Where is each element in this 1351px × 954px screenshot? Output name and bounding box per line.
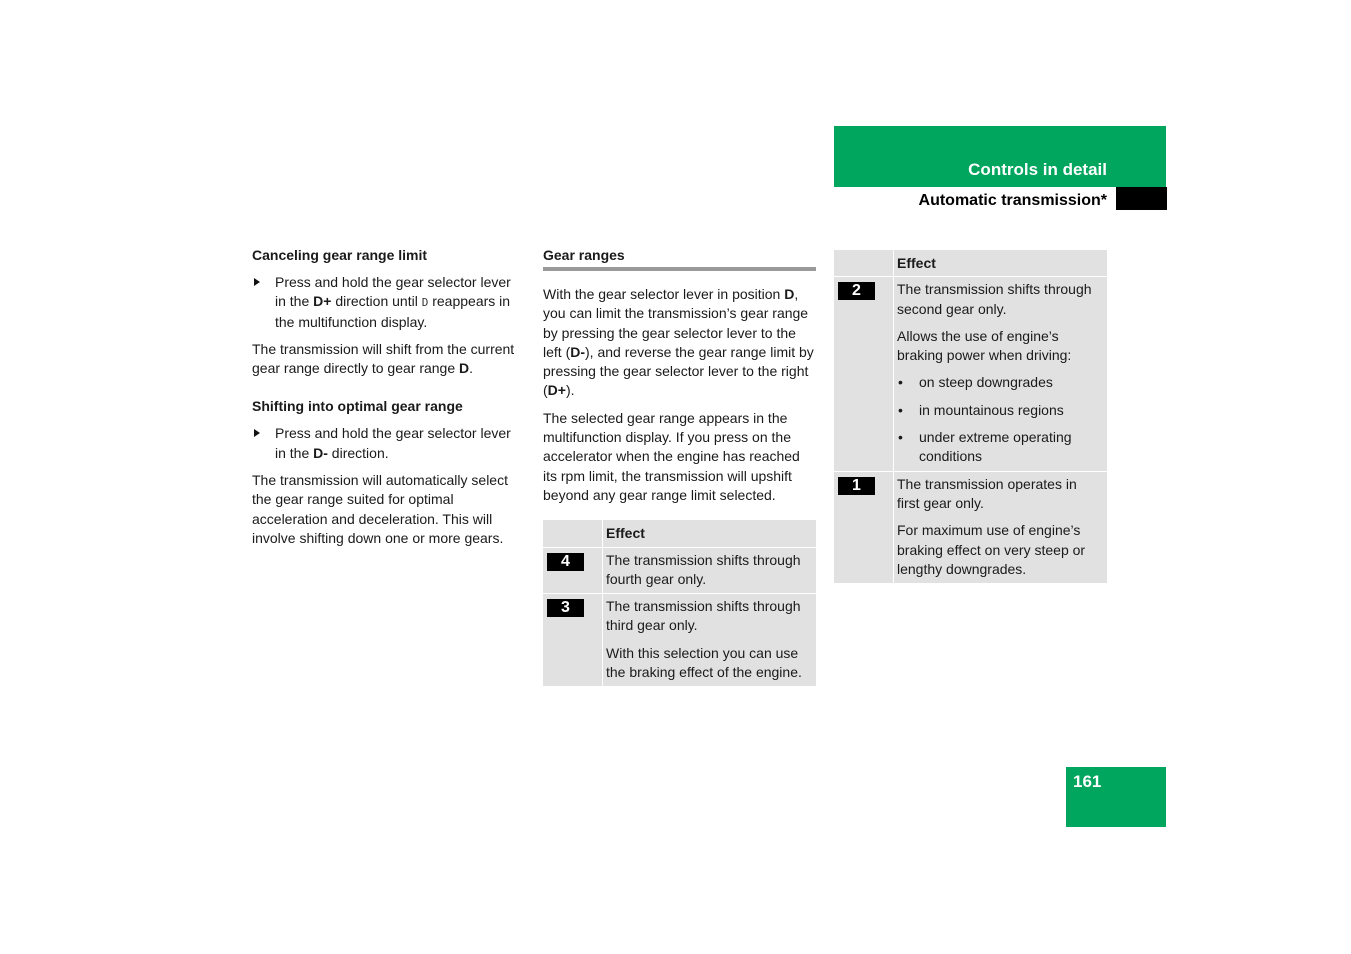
table-row: 2 The transmission shifts through second gear only. Allows the use of engine’s braking power when driving: • on steep downgrades • in mountainous regions • under extreme operating conditions: [834, 277, 1107, 471]
table-row: 3 The transmission shifts through third gear only. With this selection you can use the braking effect of the engine.: [543, 594, 816, 687]
heading-gear-ranges: Gear ranges: [543, 247, 625, 263]
column-middle: [543, 246, 816, 686]
instruction-step: Press and hold the gear selector lever in the D+ direction until D reappears in the multifunction display.: [252, 273, 524, 332]
gear-2-key: 2: [838, 282, 875, 300]
paragraph: The transmission will shift from the current gear range directly to gear range D.: [252, 340, 515, 377]
subsection-title: Automatic transmission*: [918, 192, 1107, 209]
heading-rule: [543, 267, 816, 271]
section-tab-marker: [1116, 187, 1167, 210]
step-arrow-icon: [254, 429, 260, 437]
column-left: [252, 246, 524, 548]
gear-range-table: [543, 520, 816, 686]
paragraph: The selected gear range appears in the multifunction display. If you press on the accelerator when the engine has reached its rpm limit, the transmission will upshift beyond any gear range limit selected.: [543, 409, 800, 503]
effect-column-header: Effect: [894, 250, 1108, 277]
table-header-row: [834, 250, 1107, 277]
gear-1-key: 1: [838, 477, 875, 495]
list-item: • under extreme operating conditions: [897, 428, 1103, 467]
list-item: • on steep downgrades: [897, 373, 1103, 392]
gear-3-key: 3: [547, 599, 584, 617]
section-title: Controls in detail: [968, 160, 1107, 179]
instruction-step: Press and hold the gear selector lever in the D- direction.: [252, 424, 524, 463]
table-row: 1 The transmission operates in first gear only. For maximum use of engine’s braking effect on very steep or lengthy downgrades.: [834, 471, 1107, 583]
heading-optimal-gear-range: Shifting into optimal gear range: [252, 398, 463, 415]
heading-canceling-gear-range-limit: Canceling gear range limit: [252, 247, 428, 263]
list-item: • in mountainous regions: [897, 401, 1103, 420]
gear-range-table-continued: [834, 250, 1107, 583]
table-header-row: [543, 520, 816, 547]
paragraph: With the gear selector lever in position D, you can limit the transmission’s gear range by pressing the gear selector lever to the left (D-), and reverse the gear range limit by pressing the gear selector lever to the right (D+).: [543, 286, 814, 399]
paragraph: The transmission will automatically select the gear range suited for optimal acceleration and deceleration. This will involve shifting down one or more gears.: [252, 472, 508, 546]
gear-4-key: 4: [547, 553, 584, 571]
display-symbol: D: [421, 296, 429, 310]
page-number: 161: [1073, 772, 1102, 791]
effect-column-header: Effect: [603, 520, 817, 547]
column-right: [834, 250, 1107, 583]
table-row: 4 The transmission shifts through fourth gear only.: [543, 547, 816, 594]
step-arrow-icon: [254, 278, 260, 286]
